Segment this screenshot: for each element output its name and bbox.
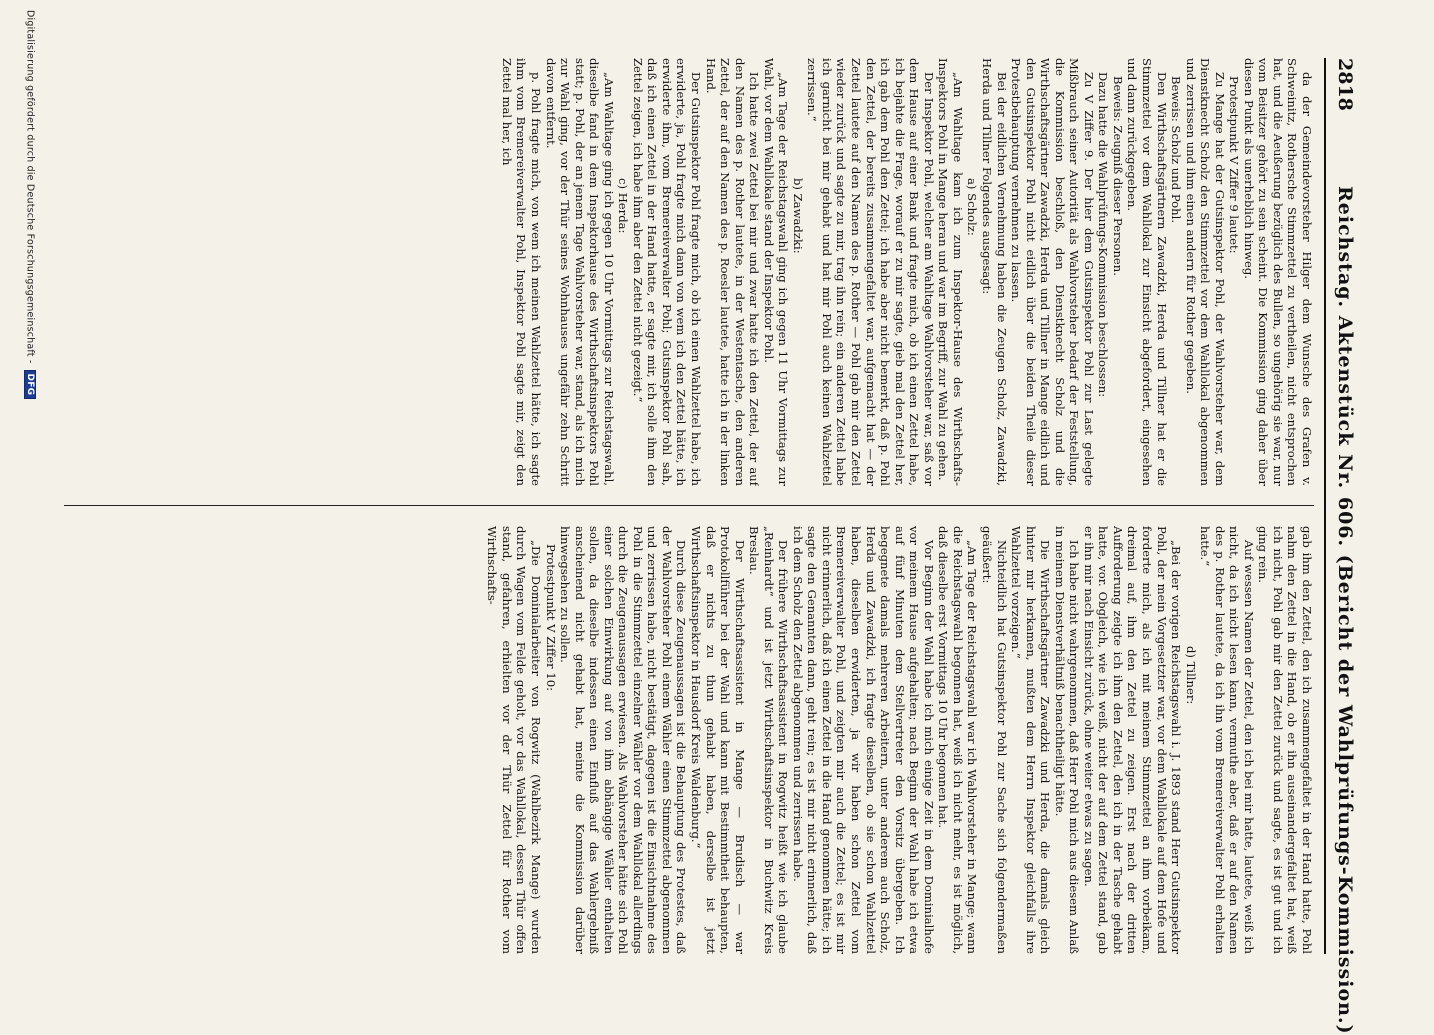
protest-point-heading: Protestpunkt V Ziffer 10: — [543, 544, 558, 691]
dfg-logo: DFG — [24, 370, 36, 400]
paragraph: „Bei der vorigen Reichstagswahl i. J. 1893 stand Herr Gutsinspektor Pohl, der mein Vorgesetzter war, vor dem Wahllokale auf dem Hofe und forderte mich, als ich mit meinem Stimmzettel an ihm vorbeikam, dreimal auf, ihm den Zettel zu zeigen. Erst nach der dritten Aufforderung zeigte ich ihm den Zettel, den ich in der Tasche gehabt hatte, vor. Obgleich, wie ich weiß, nicht der auf dem Zettel stand, gab er ihn mir nach Einsicht zurück, ohne weiter etwas zu sagen. — [1081, 526, 1184, 954]
right-column — [64, 526, 1314, 954]
paragraph: Zu Mange hat der Gutsinspektor Pohl, der Wahlvorsteher war, dem Dienstknecht Scholz den Stimmzettel vor dem Wahllokal abgenommen und zerrissen und ihm einen andern für Rother gegeben. — [1183, 58, 1227, 486]
paragraph: „Am Wahltage kam ich zum Inspektor-Hause des Wirthschafts-Inspektors Pohl in Mange heran und war im Begriff, zur Wahl zu gehen. — [936, 58, 965, 486]
header-rule — [1324, 58, 1326, 954]
digitization-note: Digitalisierung gefördert durch die Deutsche Forschungsgemeinschaft - — [24, 10, 36, 364]
evidence-line: Beweis: Scholz und Pohl. — [1169, 76, 1184, 224]
paragraph: „Am Tage der Reichstagswahl war ich Wahlvorsteher in Mange; wann die Reichstagswahl begonnen hat, weiß ich nicht mehr, es ist möglich, daß dieselbe erst Vormittags 10 Uhr begonnen hat. — [936, 526, 980, 954]
paragraph: Durch diese Zeugenaussagen ist die Behauptung des Protestes, daß der Wahlvorsteher Pohl einem Wähler einen Stimmzettel abgenommen und zerrissen habe, nicht bestätigt, dagegen ist die Einsichtnahme des Pohl in die Stimmzettel einzelner Wähler vor dem Wahllokal allerdings durch die Zeugenaussagen erwiesen. Als Wahlvorsteher hätte sich Pohl einer solchen Einwirkung auf von ihm abhängige Wähler enthalten sollen, da dieselbe indessen einen Einfluß auf das Wahlergebniß anscheinend nicht gehabt hat, meinte die Kommission darüber hinwegsehen zu sollen. — [558, 526, 689, 954]
paragraph: „Die Dominialarbeiter von Rogwitz (Wahlbezirk Mange) wurden durch Wagen vom Felde geholt, vor das Wahllokal, dessen Thür offen stand, gefahren, erhielten vor der Thür Zettel für Rother vom Wirthschafts- — [485, 526, 544, 954]
page-number: 2818 — [1334, 58, 1356, 111]
witness-heading: a) Scholz: — [965, 178, 980, 236]
witness-heading: b) Zawadzki: — [790, 178, 805, 254]
paragraph: gab ihm den Zettel, den ich zusammengefaltet in der Hand hatte, Pohl nahm den Zettel in die Hand, ob er ihn auseinandergefaltet hat, weiß ich nicht, Pohl gab mir den Zettel zurück und sagte, es ist gut und ich ging rein. — [1256, 526, 1314, 954]
digitization-footer — [24, 10, 36, 399]
paragraph: Die Wirthschaftsgärtner Zawadzki und Herda, die damals gleich hinter mir herkamen, mußten dem Herrn Inspektor gleichfalls ihre Wahlzettel vorzeigen.“ — [1009, 526, 1053, 954]
paragraph: Zu V Ziffer 9. Der hier dem Gutsinspektor Pohl zur Last gelegte Mißbrauch seiner Autorität als Wahlvorsteher bedarf der Feststellung, die Kommission beschloß, den Dienstknecht Scholz und die Wirthschaftsgärtner Zawadzki, Herda und Tillner in Mange eidlich und den Gutsinspektor Pohl nicht eidlich über die beiden Theile dieser Protestbehauptung vernehmen zu lassen. — [1009, 58, 1096, 486]
paragraph: Der frühere Wirthschaftsassistent in Rogwitz heißt wie ich glaube „Reinhardt“ und ist jetzt Wirthschaftsinspektor in Buchwitz Kreis Breslau. — [747, 526, 791, 954]
paragraph: „Am Wahltage ging ich gegen 10 Uhr Vormittags zur Reichstagswahl, dieselbe fand in dem Inspektorhause des Wirthschaftsinspektors Pohl statt; p. Pohl, der an jenem Tage Wahlvorsteher war, stand, als ich mich zur Wahl ging, vor der Thür seines Wohnhauses ungefähr zehn Schritt davon entfernt. — [543, 58, 616, 486]
paragraph: p. Pohl fragte mich, von wem ich meinen Wahlzettel hätte, ich sagte ihm vom Bremereiverwalter Pohl, Inspektor Pohl sagte mir, zeigt den Zettel mal her, ich — [499, 58, 544, 486]
column-rule — [64, 505, 1314, 506]
paragraph: „Am Tage der Reichstagswahl ging ich gegen 11 Uhr Vormittags zur Wahl, vor dem Wahllokale stand der Inspektor Pohl. — [761, 58, 791, 486]
paragraph: Ich habe nicht wahrgenommen, daß Herr Pohl mich aus diesem Anlaß in meinem Dienstverhältniß benachtheiligt hätte. — [1052, 526, 1082, 954]
document-page — [56, 58, 1356, 1035]
protest-point-heading: Protestpunkt V Ziffer 9 lautet: — [1227, 76, 1242, 254]
running-title: Reichstag. Aktenstück Nr. 606. (Bericht der Wahlprüfungs-Kommission.) — [1334, 186, 1356, 1035]
paragraph: Den Wirthschaftsgärtnern Zawadzki, Herda und Tillner hat er die Stimmzettel vor dem Wahllokal zur Einsicht abgefordert, eingesehen und dann zurückgegeben. — [1125, 58, 1169, 486]
paragraph: Der Wirthschaftsassistent in Mange — Brudisch — war Protokollführer bei der Wahl und kann mit Bestimmtheit behaupten, daß er nichts zu thun gehabt haben, derselbe ist jetzt Wirthschaftsinspektor in Hausdorf Kreis Waldenburg.“ — [689, 526, 747, 954]
paragraph: da der Gemeindevorsteher Hilger dem Wunsche des Grafen v. Schweinitz, Rothersche Stimmzettel zu vertheilen, nicht entsprochen hat, und die Aeußerung bezüglich des Bullen, so ungehörig sie war, nur vom Beisitzer gehört zu sein scheint. Die Kommission ging daher über diesen Punkt als unerheblich hinweg. — [1241, 58, 1314, 486]
paragraph: Bei der eidlichen Vernehmung haben die Zeugen Scholz, Zawadzki, Herda und Tillner Folgendes ausgesagt: — [979, 58, 1009, 486]
paragraph: Ich hatte zwei Zettel bei mir und zwar hatte ich den Zettel, der auf den Namen des p. Rother lautete, in der Westentasche, den anderen Zettel, der auf den Namen des p. Roesler lautete, hatte ich in der linken Hand. — [703, 58, 762, 486]
paragraph: Der Inspektor Pohl, welcher am Wahltage Wahlvorsteher war, saß vor dem Hause auf einer Bank und fragte mich, ob ich einen Zettel habe, ich bejahte die Frage, worauf er zu mir sagte, gieb mal den Zettel her, ich gab dem Pohl den Zettel; ich habe aber nicht bemerkt, daß p. Pohl den Zettel, der bereits zusammengefaltet war, aufgemacht hat — der Zettel lautete auf den Namen des p. Rother — Pohl gab mir den Zettel wieder zurück und sagte zu mir, trag ihn rein; ein anderen Zettel habe ich garnicht bei mir gehabt und hat mir Pohl auch keinen Wahlzettel zerrissen.“ — [805, 58, 936, 486]
left-column — [64, 58, 1314, 486]
page-header — [1328, 58, 1356, 1035]
paragraph: Nichteidlich hat Gutsinspektor Pohl zur Sache sich folgendermaßen geäußert: — [979, 526, 1009, 954]
paragraph: Dazu hatte die Wahlprüfungs-Kommission beschlossen: — [1096, 72, 1111, 398]
paragraph: Auf wessen Namen der Zettel, den ich bei mir hatte, lautete, weiß ich nicht, da ich nicht lesen kann, vermuthe aber, daß er auf den Namen des p. Rother lautete, da ich ihn vom Bremereiverwalter Pohl erhalten hatte.“ — [1198, 526, 1256, 954]
paragraph: Der Gutsinspektor Pohl fragte mich, ob ich einen Wahlzettel habe, ich erwiderte, ja, Pohl fragte mich dann von wem ich den Zettel hätte, ich erwiderte ihm, vom Bremereiverwalter Pohl; Gutsinspektor Pohl sah, daß ich einen Zettel in der Hand hatte, er sagte mir, ich solle ihm den Zettel zeigen, ich habe ihm aber den Zettel nicht gezeigt.“ — [630, 58, 704, 486]
evidence-line: Beweis: Zeugniß dieser Personen. — [1110, 76, 1125, 276]
witness-heading: c) Herda: — [616, 178, 631, 234]
paragraph: Vor Beginn der Wahl habe ich mich einige Zeit in dem Dominialhofe vor meinem Hause aufgehalten; nach Beginn der Wahl habe ich etwa auf fünf Minuten dem Stellvertreter den Vorsitz übergeben. Ich begegnete damals mehreren Arbeitern, unter anderem auch Scholz, Herda und Zawadzki, ich fragte dieselben, ob sie schon Wahlzettel haben, dieselben erwiderten, ja wir haben schon Zettel vom Bremereiverwalter Pohl, und zeigten mir auch die Zettel; es ist mir nicht erinnerlich, daß ich einen Zettel in die Hand genommen hätte; ich sagte den Genannten dann, geht rein; es ist mir nicht erinnerlich, daß ich dem Scholz den Zettel abgenommen und zerrissen habe. — [790, 526, 936, 954]
witness-heading: d) Tillner: — [1183, 646, 1198, 705]
